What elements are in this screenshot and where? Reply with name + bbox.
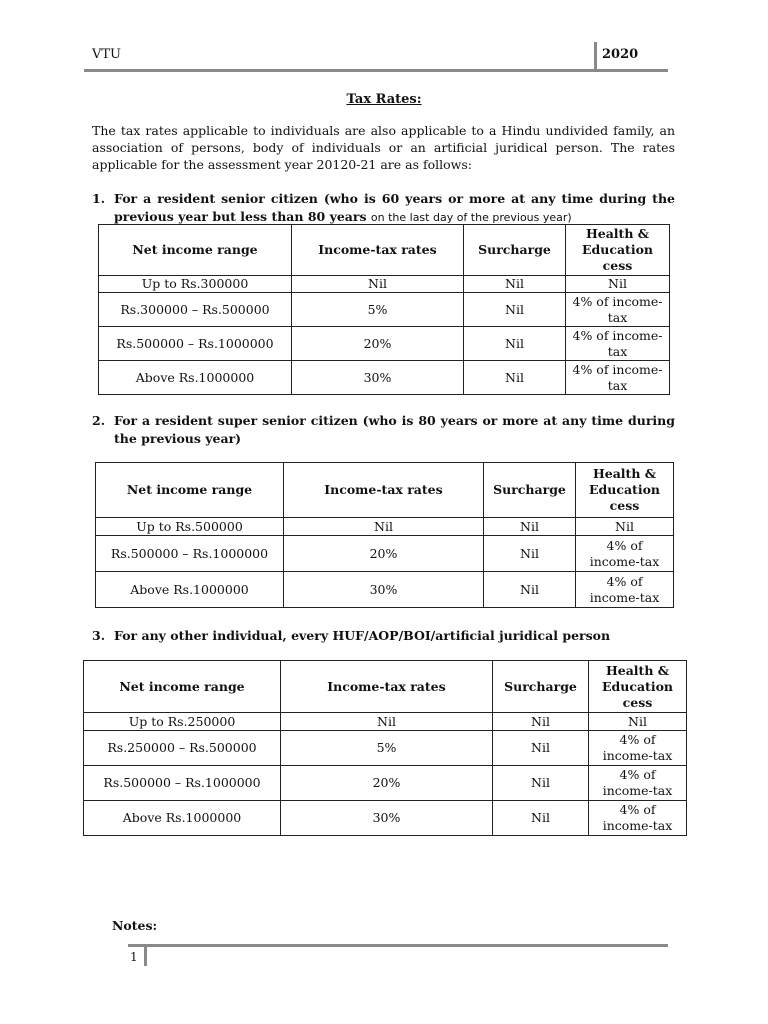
cell: Nil: [284, 518, 484, 536]
col-header: Surcharge: [464, 225, 566, 276]
col-header: Health & Education cess: [589, 661, 687, 713]
cell: Rs.250000 – Rs.500000: [84, 731, 281, 766]
section-3-heading-text: For any other individual, every HUF/AOP/BOI/artificial juridical person: [114, 628, 611, 643]
cell: 4% of income-tax: [576, 572, 674, 608]
tax-table-senior: [98, 224, 670, 395]
cell: 30%: [284, 572, 484, 608]
section-2-number: 2.: [92, 413, 106, 428]
cell: Nil: [292, 276, 464, 293]
cell: Rs.300000 – Rs.500000: [99, 293, 292, 327]
table-row: [84, 801, 687, 836]
cell: Nil: [493, 766, 589, 801]
table-row: [99, 327, 670, 361]
section-2-heading-text: For a resident super senior citizen (who is 80 years or more at any time during the previous year): [114, 413, 675, 446]
cell: Nil: [493, 801, 589, 836]
notes-label: Notes:: [112, 918, 158, 933]
col-header: Surcharge: [484, 463, 576, 518]
col-header: Income-tax rates: [284, 463, 484, 518]
cell: Nil: [493, 713, 589, 731]
cell: 5%: [281, 731, 493, 766]
cell: Nil: [566, 276, 670, 293]
table-row: [99, 293, 670, 327]
intro-paragraph: The tax rates applicable to individuals are also applicable to a Hindu undivided family, an association of persons, body of individuals or an artificial juridical person. The rates applicable for the assessment year 20120-21 are as follows:: [92, 123, 675, 172]
table-row: [99, 276, 670, 293]
cell: Nil: [484, 572, 576, 608]
section-1-number: 1.: [92, 191, 106, 206]
col-header: Net income range: [96, 463, 284, 518]
table-row: [84, 766, 687, 801]
cell: Nil: [464, 293, 566, 327]
table-row: [96, 518, 674, 536]
cell: 20%: [292, 327, 464, 361]
cell: Nil: [484, 518, 576, 536]
col-header: Net income range: [84, 661, 281, 713]
cell: Nil: [464, 361, 566, 395]
cell: Nil: [589, 713, 687, 731]
page-title: Tax Rates:: [346, 92, 422, 107]
header-divider: [594, 42, 597, 72]
header-year: 2020: [602, 47, 639, 62]
table-row: [84, 713, 687, 731]
cell: Up to Rs.500000: [96, 518, 284, 536]
cell: 4% of income-tax: [566, 327, 670, 361]
page-number: 1: [130, 950, 138, 964]
cell: Nil: [576, 518, 674, 536]
cell: Nil: [484, 536, 576, 572]
cell: Up to Rs.300000: [99, 276, 292, 293]
cell: 4% of income-tax: [589, 731, 687, 766]
tax-table-super-senior: [95, 462, 674, 608]
footer-rule: [128, 944, 668, 947]
col-header: Health & Education cess: [566, 225, 670, 276]
cell: 4% of income-tax: [566, 361, 670, 395]
cell: 5%: [292, 293, 464, 327]
cell: Up to Rs.250000: [84, 713, 281, 731]
tax-table-other: [83, 660, 687, 836]
header-rule: [84, 69, 668, 72]
col-header: Income-tax rates: [292, 225, 464, 276]
col-header: Surcharge: [493, 661, 589, 713]
cell: 30%: [281, 801, 493, 836]
col-header: Net income range: [99, 225, 292, 276]
cell: Nil: [464, 276, 566, 293]
cell: 20%: [281, 766, 493, 801]
cell: Rs.500000 – Rs.1000000: [96, 536, 284, 572]
cell: Rs.500000 – Rs.1000000: [84, 766, 281, 801]
section-1-heading-text: For a resident senior citizen (who is 60 years or more at any time during the previous year but less than 80 years: [114, 191, 675, 224]
cell: Above Rs.1000000: [99, 361, 292, 395]
section-1-heading: [92, 190, 675, 227]
footer-divider: [144, 944, 147, 966]
table-row: [96, 572, 674, 608]
cell: Rs.500000 – Rs.1000000: [99, 327, 292, 361]
cell: Nil: [464, 327, 566, 361]
section-2-heading: [92, 412, 675, 448]
header-left: VTU: [92, 47, 122, 62]
cell: 20%: [284, 536, 484, 572]
cell: Nil: [493, 731, 589, 766]
table-row: [84, 731, 687, 766]
cell: 4% of income-tax: [589, 766, 687, 801]
cell: Above Rs.1000000: [84, 801, 281, 836]
section-3-heading: [92, 627, 675, 645]
section-1-heading-tail: on the last day of the previous year): [370, 211, 572, 224]
col-header: Health & Education cess: [576, 463, 674, 518]
cell: 4% of income-tax: [576, 536, 674, 572]
cell: 30%: [292, 361, 464, 395]
cell: Above Rs.1000000: [96, 572, 284, 608]
col-header: Income-tax rates: [281, 661, 493, 713]
cell: 4% of income-tax: [566, 293, 670, 327]
cell: Nil: [281, 713, 493, 731]
table-row: [96, 536, 674, 572]
cell: 4% of income-tax: [589, 801, 687, 836]
section-3-number: 3.: [92, 628, 106, 643]
table-row: [99, 361, 670, 395]
